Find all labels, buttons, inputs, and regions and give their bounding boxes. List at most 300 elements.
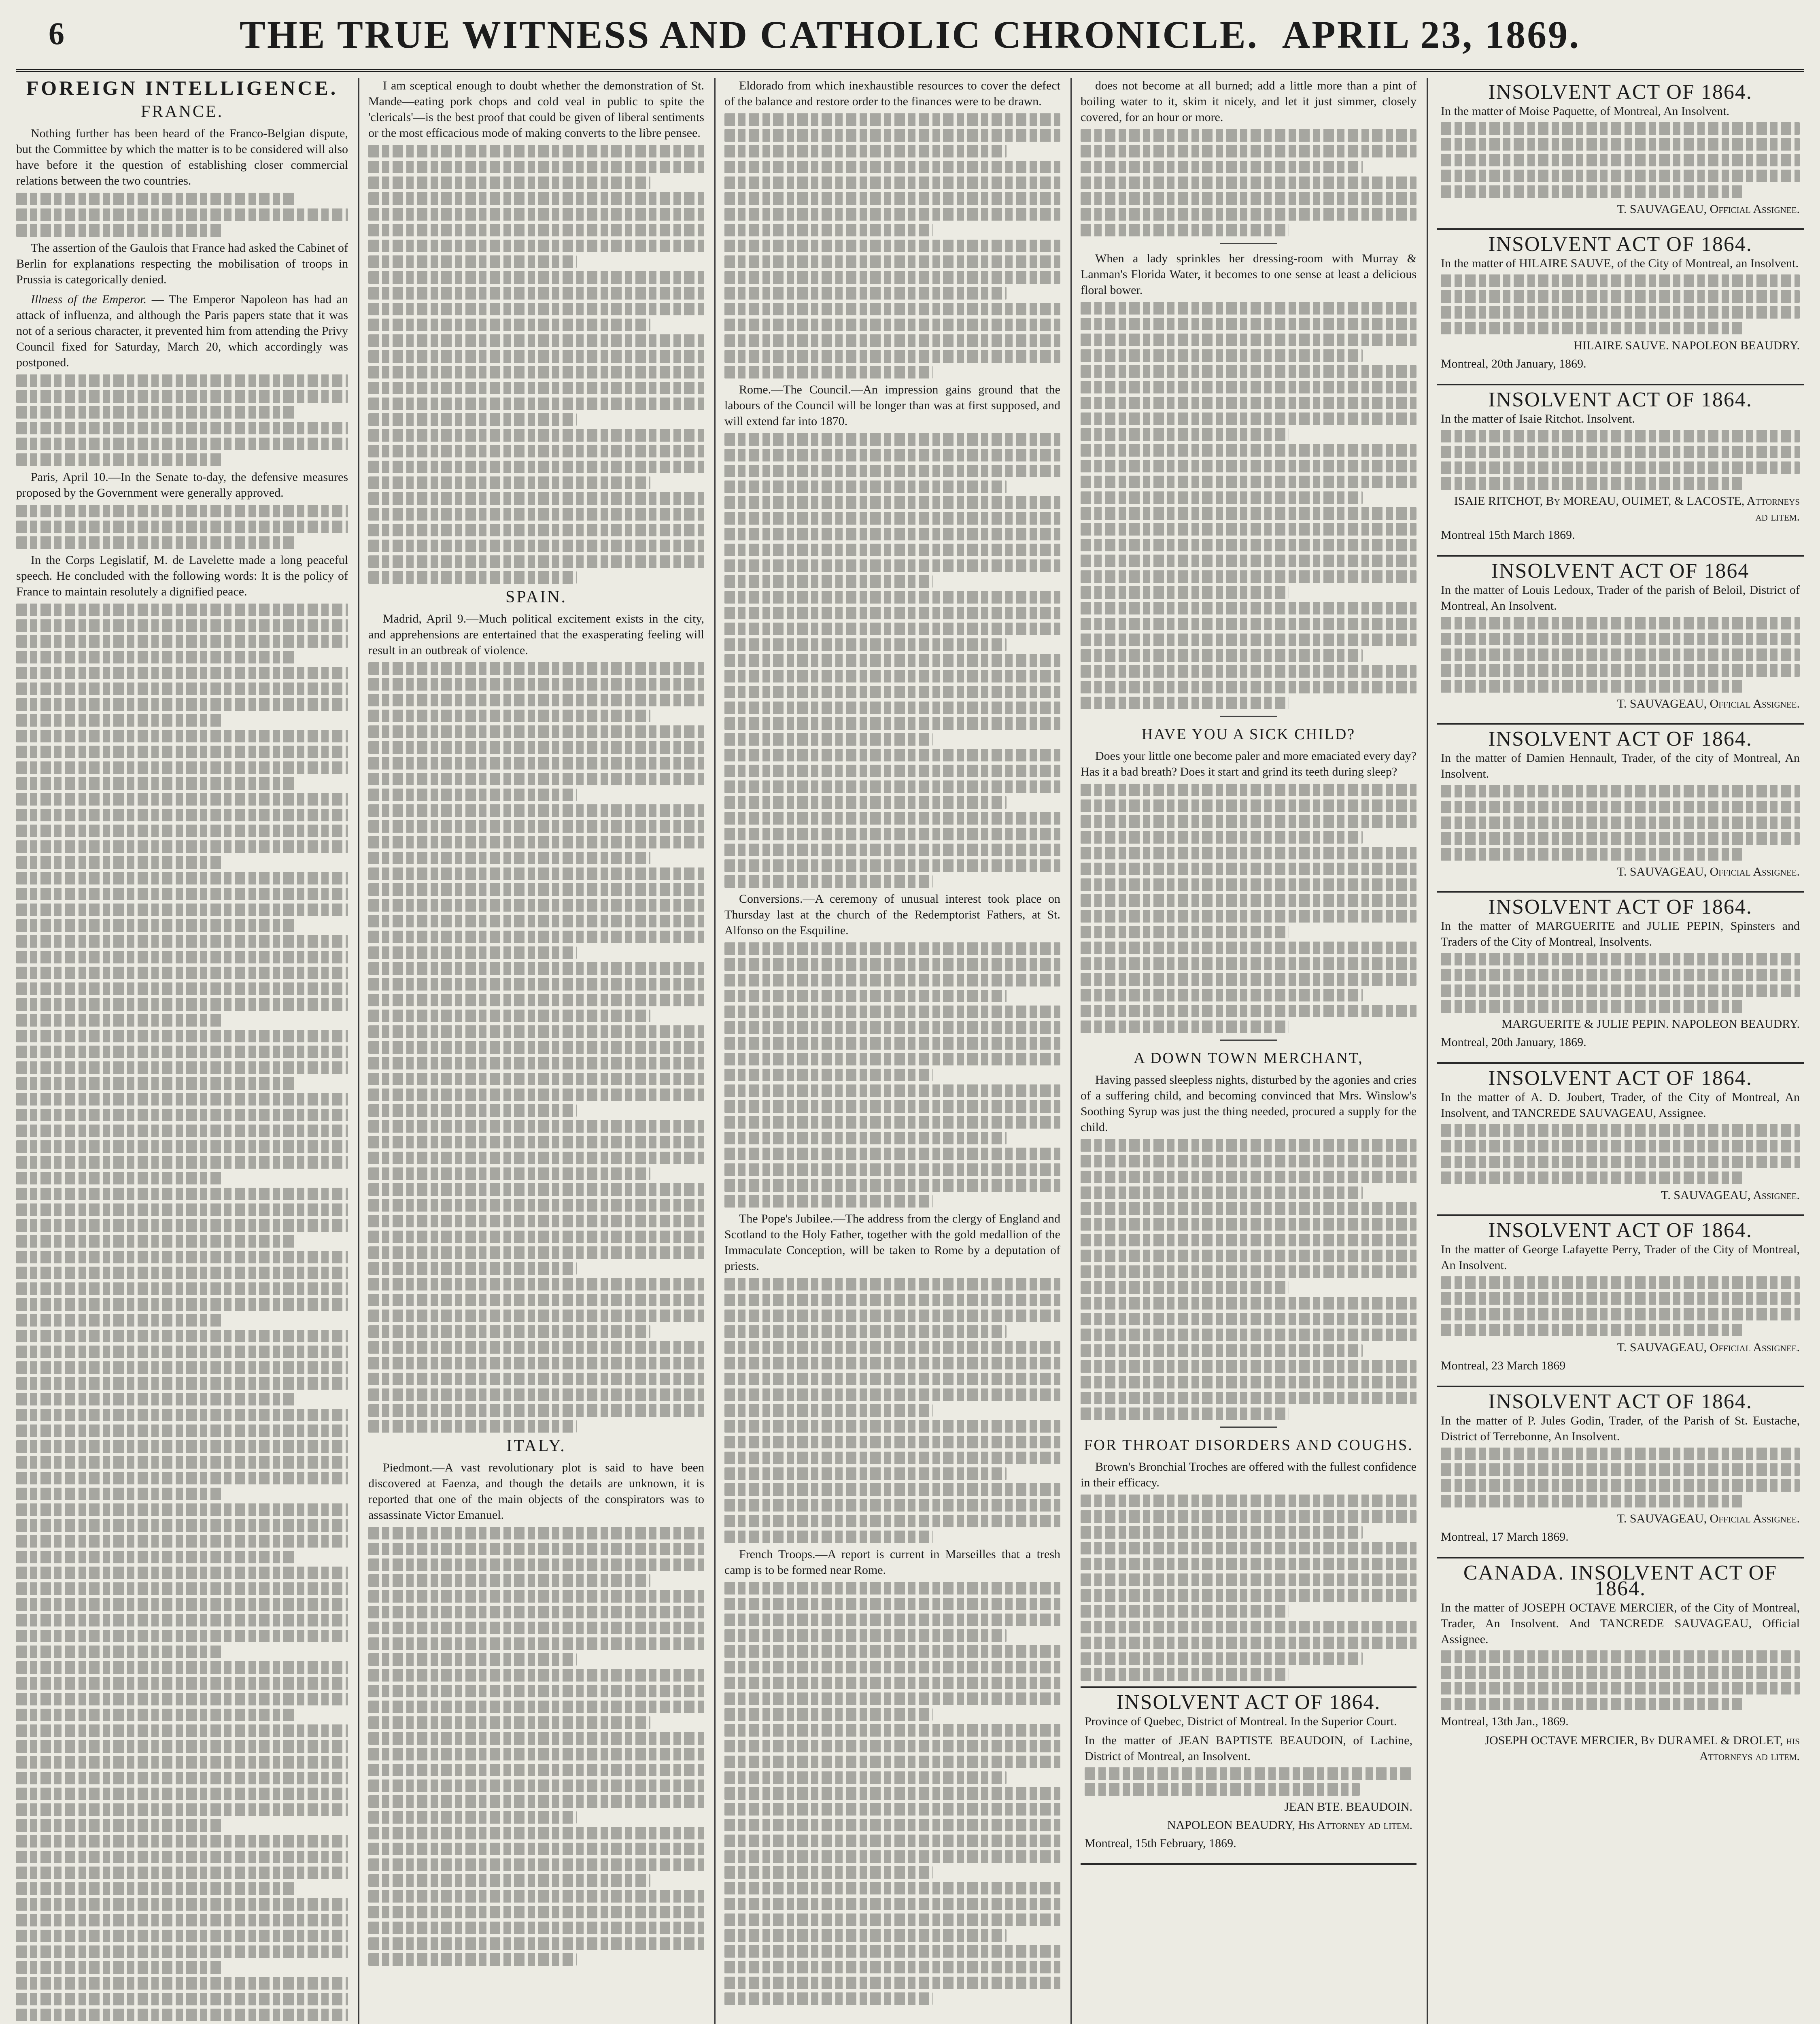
text-line	[1081, 618, 1416, 630]
text-line	[724, 1069, 933, 1081]
text-line	[16, 935, 348, 948]
text-line	[724, 1483, 1060, 1496]
text-line	[368, 710, 650, 722]
text-line	[1441, 816, 1800, 829]
text-line	[368, 899, 704, 912]
text-line	[16, 1314, 222, 1327]
text-line	[368, 1527, 704, 1539]
text-line	[16, 809, 348, 821]
text-line	[1441, 1276, 1800, 1289]
text-line	[368, 224, 704, 236]
text-line	[368, 820, 704, 833]
text-line	[724, 255, 1060, 268]
text-line	[368, 1858, 704, 1871]
notice-title: INSOLVENT ACT OF 1864.	[1488, 1219, 1752, 1242]
country-heading: ITALY.	[506, 1437, 566, 1455]
text-line	[1081, 957, 1416, 970]
text-line	[1441, 969, 1800, 981]
text-line	[16, 1440, 348, 1453]
notice-signature: JOSEPH OCTAVE MERCIER, By DURAMEL & DROLET, his Attorneys ad litem.	[1484, 1734, 1800, 1763]
text-line	[724, 1724, 1060, 1737]
text-line	[1081, 1250, 1416, 1262]
text-line	[724, 1436, 1060, 1448]
text-line	[368, 1558, 704, 1571]
text-line	[1081, 129, 1416, 142]
text-line	[1081, 1360, 1416, 1373]
text-line	[1081, 1526, 1363, 1539]
text-line	[1081, 1218, 1416, 1231]
text-line	[724, 496, 1060, 509]
text-line	[724, 749, 1060, 761]
text-line	[16, 208, 348, 221]
text-line	[368, 319, 650, 331]
text-line	[16, 1582, 348, 1595]
text-line	[1441, 1479, 1800, 1492]
text-line	[1081, 224, 1289, 236]
text-line	[724, 623, 1060, 635]
text-line	[724, 990, 1007, 1002]
text-line	[368, 1388, 704, 1401]
notice-title: INSOLVENT ACT OF 1864.	[1488, 233, 1752, 256]
text-line	[724, 1341, 1060, 1354]
text-line	[724, 1787, 1060, 1800]
text-line	[368, 1057, 704, 1069]
text-line	[724, 1163, 1060, 1176]
text-line	[368, 1953, 577, 1966]
insolvent-notice	[1437, 385, 1804, 557]
text-line	[1081, 1652, 1363, 1665]
text-line	[1081, 1297, 1416, 1310]
country-heading: SPAIN.	[505, 588, 567, 606]
notice-date: Montreal, 15th February, 1869.	[1085, 1837, 1236, 1850]
text-line	[16, 1835, 348, 1848]
separator	[1220, 716, 1277, 717]
paragraph: When a lady sprinkles her dressing-room with Murray & Lanman's Florida Water, it becomes to one sense at least a delicious floral bower.	[1081, 252, 1416, 297]
text-line	[1081, 381, 1416, 393]
text-line	[368, 1420, 577, 1433]
text-line	[724, 812, 1060, 825]
text-line	[16, 746, 348, 758]
text-line	[16, 374, 348, 387]
text-line	[1081, 1407, 1289, 1420]
text-line	[724, 1294, 1060, 1306]
text-line	[16, 1267, 348, 1279]
text-line	[724, 1598, 1060, 1610]
text-line	[1081, 1558, 1416, 1570]
ad-heading: HAVE YOU A SICK CHILD?	[1141, 726, 1356, 743]
text-line	[368, 508, 704, 521]
notice-date: Montreal 15th March 1869.	[1441, 528, 1575, 542]
text-line	[16, 1061, 348, 1074]
text-line	[1081, 349, 1363, 362]
text-line	[724, 942, 1060, 955]
text-line	[1441, 1308, 1800, 1320]
text-line	[1441, 170, 1800, 182]
text-line	[1441, 154, 1800, 166]
text-line	[724, 1661, 1060, 1673]
text-line	[368, 1811, 577, 1824]
text-line	[368, 271, 704, 284]
text-line	[724, 334, 1060, 347]
text-line	[1081, 1234, 1416, 1246]
notice-title: CANADA. INSOLVENT ACT OF 1864.	[1463, 1561, 1778, 1600]
text-line	[724, 240, 1060, 252]
text-line	[368, 662, 704, 675]
text-line	[724, 559, 1060, 572]
paragraph: Paris, April 10.—In the Senate to-day, the defensive measures proposed by the Government were generally approved.	[16, 470, 348, 500]
text-line	[16, 422, 348, 434]
text-line	[368, 492, 704, 505]
text-line	[724, 1132, 1007, 1144]
text-line	[724, 1929, 1007, 1942]
text-line	[1081, 302, 1416, 315]
notice-signature: T. SAUVAGEAU, Official Assignee.	[1617, 697, 1800, 710]
text-line	[16, 982, 348, 995]
column-advertisements	[1081, 78, 1416, 2024]
text-line	[368, 1294, 704, 1306]
text-line	[368, 413, 577, 426]
text-line	[1081, 847, 1416, 859]
text-line	[724, 1677, 1060, 1689]
notice-title: INSOLVENT ACT OF 1864.	[1488, 895, 1752, 918]
text-line	[16, 1409, 348, 1421]
text-line	[16, 904, 348, 916]
text-line	[16, 635, 348, 648]
text-line	[368, 1152, 704, 1164]
text-line	[368, 946, 577, 959]
text-line	[368, 1937, 704, 1950]
insolvent-notice	[1437, 893, 1804, 1064]
text-line	[724, 607, 1060, 619]
text-line	[1081, 681, 1416, 693]
text-line	[1081, 815, 1416, 828]
text-line	[1081, 665, 1416, 678]
text-line	[16, 714, 222, 727]
text-line	[1441, 122, 1800, 135]
notice-matter: In the matter of P. Jules Godin, Trader, of the Parish of St. Eustache, District of Terrebonne, An Insolvent.	[1441, 1414, 1800, 1443]
paragraph: I am sceptical enough to doubt whether the demonstration of St. Mande—eating pork chops and cold veal in public to spite the 'clericals'—is the best proof that could be given of liberal sentiments or the most efficacious mode of making converts to the libre pensee.	[368, 79, 704, 140]
text-line	[1081, 1589, 1416, 1602]
text-line	[16, 1046, 348, 1058]
text-line	[1081, 208, 1416, 221]
text-line	[368, 1780, 704, 1792]
text-line	[1441, 461, 1800, 474]
notice-matter: In the matter of MARGUERITE and JULIE PEPIN, Spinsters and Traders of the City of Montreal, Insolvents.	[1441, 919, 1800, 948]
text-line	[16, 1519, 348, 1532]
text-line	[368, 176, 650, 189]
insolvent-notice	[1437, 1558, 1804, 1775]
text-line	[724, 1614, 1060, 1626]
text-line	[368, 852, 650, 864]
text-line	[724, 1278, 1060, 1291]
notice-signature: HILAIRE SAUVE. NAPOLEON BEAUDRY.	[1574, 339, 1800, 352]
ad-heading: FOR THROAT DISORDERS AND COUGHS.	[1084, 1437, 1413, 1454]
text-line	[724, 145, 1007, 157]
text-line	[368, 1136, 704, 1148]
text-line	[368, 287, 704, 300]
text-line	[16, 2009, 348, 2021]
paragraph: Nothing further has been heard of the Franco-Belgian dispute, but the Committee by which the matter is to be considered will also have before it the question of establishing closer commercial relations between the two countries.	[16, 127, 348, 187]
text-line	[1441, 306, 1800, 319]
text-line	[16, 1945, 348, 1958]
text-line	[368, 1341, 704, 1354]
text-line	[368, 1041, 704, 1054]
text-line	[368, 1373, 704, 1385]
text-line	[1081, 161, 1363, 173]
text-line	[724, 1357, 1060, 1369]
text-line	[16, 1156, 348, 1169]
column-rome	[724, 78, 1060, 2024]
insolvent-notice	[1437, 1216, 1804, 1387]
text-line	[16, 1188, 348, 1200]
text-line	[16, 1930, 348, 1942]
text-line	[1441, 680, 1742, 693]
text-line	[16, 1898, 348, 1911]
text-line	[368, 836, 704, 848]
text-line	[16, 1646, 222, 1658]
text-line	[368, 931, 704, 943]
notice-signature: JEAN BTE. BEAUDOIN.	[1284, 1800, 1412, 1814]
text-line	[368, 962, 704, 975]
text-line	[16, 224, 222, 237]
text-line	[16, 1961, 222, 1974]
text-line	[1081, 697, 1289, 709]
text-line	[368, 773, 704, 785]
text-line	[1441, 446, 1800, 458]
text-line	[724, 1531, 933, 1543]
text-line	[724, 733, 933, 746]
text-line	[1441, 633, 1800, 645]
text-line	[368, 208, 704, 221]
notice-title: INSOLVENT ACT OF 1864.	[1488, 1390, 1752, 1413]
notice-matter: In the matter of Isaie Ritchot. Insolvent.	[1441, 412, 1635, 425]
text-line	[1441, 1324, 1742, 1336]
text-line	[368, 1104, 577, 1117]
paragraph: In the Corps Legislatif, M. de Lavelette made a long peaceful speech. He concluded with the following words: It is the policy of France to maintain resolutely a dignified peace.	[16, 553, 348, 598]
text-line	[724, 512, 1060, 525]
text-line	[1441, 1124, 1800, 1137]
text-line	[368, 1716, 650, 1729]
text-line	[368, 1890, 704, 1903]
insolvent-notice	[1437, 725, 1804, 893]
text-line	[368, 1669, 704, 1682]
text-line	[368, 1606, 704, 1618]
notice-matter: In the matter of Louis Ledoux, Trader of the parish of Beloil, District of Montreal, An Insolvent.	[1441, 583, 1800, 612]
text-line	[16, 761, 348, 774]
text-line	[724, 670, 1060, 682]
text-line	[368, 1278, 704, 1291]
paragraph: Does your little one become paler and more emaciated every day? Has it a bad breath? Does it start and grind its teeth during sleep?	[1081, 749, 1416, 778]
text-line	[1081, 1605, 1289, 1618]
text-line	[724, 575, 933, 588]
text-line	[724, 1740, 1060, 1752]
notice-matter: In the matter of HILAIRE SAUVE, of the City of Montreal, an Insolvent.	[1441, 257, 1799, 270]
text-line	[724, 765, 1060, 777]
text-line	[368, 1246, 704, 1259]
text-line	[16, 1298, 348, 1311]
text-line	[16, 919, 295, 932]
text-line	[1081, 894, 1416, 907]
text-line	[16, 438, 348, 450]
separator	[1220, 1427, 1277, 1428]
text-line	[16, 1882, 295, 1895]
text-line	[1081, 942, 1416, 954]
text-line	[368, 524, 704, 536]
separator	[1220, 243, 1277, 244]
text-line	[724, 1310, 1060, 1322]
text-line	[1081, 1329, 1416, 1341]
text-line	[368, 350, 704, 363]
text-line	[1081, 1510, 1416, 1523]
text-line	[368, 1120, 704, 1133]
country-heading: FRANCE.	[140, 102, 224, 121]
text-line	[16, 1724, 348, 1737]
text-line	[724, 591, 1060, 604]
paragraph	[16, 291, 348, 370]
text-line	[724, 1084, 1060, 1097]
text-line	[16, 1251, 348, 1263]
text-line	[1081, 570, 1416, 583]
paragraph: The assertion of the Gaulois that France had asked the Cabinet of Berlin for explanations respecting the mobilisation of troops in Prussia is categorically denied.	[16, 241, 348, 286]
text-line	[1441, 953, 1800, 965]
text-line	[368, 540, 704, 552]
text-line	[368, 1764, 704, 1776]
text-line	[724, 113, 1060, 126]
paragraph: The Pope's Jubilee.—The address from the clergy of England and Scotland to the Holy Father, together with the gold medallion of the Immaculate Conception, will be taken to Rome by a deputation of priests.	[724, 1212, 1060, 1273]
text-line	[1441, 617, 1800, 629]
text-line	[368, 1215, 704, 1227]
text-line	[368, 1732, 704, 1745]
text-line	[724, 1195, 933, 1208]
text-line	[368, 429, 704, 442]
text-line	[1081, 1376, 1416, 1388]
text-line	[1081, 1202, 1416, 1215]
text-line	[1081, 491, 1363, 504]
text-line	[1081, 863, 1416, 875]
text-line	[724, 1467, 1007, 1480]
column-spain-italy	[368, 78, 704, 2024]
text-line	[368, 804, 704, 817]
text-line	[724, 1850, 1060, 1863]
newspaper-page	[16, 8, 1804, 2024]
text-line	[368, 1073, 704, 1085]
text-line	[724, 974, 1060, 986]
text-line	[724, 271, 1060, 284]
text-line	[1081, 1637, 1416, 1649]
text-line	[16, 777, 295, 790]
text-line	[724, 544, 1060, 556]
text-line	[724, 1961, 1060, 1973]
text-line	[16, 1914, 348, 1926]
text-line	[16, 1709, 295, 1721]
page-header	[16, 8, 1804, 72]
text-line	[368, 1590, 704, 1603]
paragraph: Rome.—The Council.—An impression gains ground that the labours of the Council will be longer than was at first supposed, and will extend far into 1870.	[724, 383, 1060, 428]
insolvent-notice	[1437, 1387, 1804, 1558]
text-line	[368, 1906, 704, 1918]
page-number: 6	[49, 16, 64, 51]
text-line	[16, 1661, 348, 1674]
text-line	[368, 382, 704, 394]
text-line	[16, 698, 348, 711]
text-line	[368, 1637, 704, 1650]
text-line	[16, 793, 348, 806]
text-line	[1441, 1666, 1800, 1679]
text-line	[724, 844, 1060, 856]
text-line	[16, 1472, 348, 1484]
text-line	[368, 1827, 704, 1839]
masthead	[16, 12, 1804, 57]
text-line	[368, 145, 704, 157]
text-line	[16, 1393, 295, 1405]
text-line	[724, 1388, 1060, 1401]
text-line	[1441, 477, 1742, 490]
text-line	[368, 1310, 704, 1322]
text-line	[724, 319, 1060, 331]
text-line	[724, 1452, 1060, 1464]
text-line	[724, 1116, 1060, 1129]
text-line	[724, 480, 1007, 493]
text-line	[724, 1404, 933, 1417]
text-line	[1081, 1344, 1363, 1357]
text-line	[368, 1262, 577, 1275]
column-foreign-intelligence	[16, 78, 348, 2024]
text-line	[1441, 1171, 1742, 1184]
text-line	[16, 406, 295, 419]
separator	[1220, 1040, 1277, 1041]
notice-matter: In the matter of Moise Paquette, of Montreal, An Insolvent.	[1441, 104, 1730, 118]
text-line	[1081, 799, 1416, 812]
paragraph: Eldorado from which inexhaustible resources to cover the defect of the balance and restore order to the finances were to be drawn.	[724, 79, 1060, 108]
text-line	[724, 161, 1060, 173]
text-line	[724, 1866, 933, 1879]
text-line	[368, 1089, 704, 1101]
text-line	[1441, 1292, 1800, 1305]
text-line	[724, 433, 1060, 446]
text-line	[724, 859, 1060, 872]
notice-matter: In the matter of A. D. Joubert, Trader, of the City of Montreal, An Insolvent, and TANCREDE SAUVAGEAU, Assignee.	[1441, 1091, 1800, 1120]
text-line	[16, 1993, 348, 2005]
notice-date: Montreal, 13th Jan., 1869.	[1441, 1715, 1569, 1728]
notice-signature: ISAIE RITCHOT, By MOREAU, OUIMET, & LACOSTE, Attorneys ad litem.	[1454, 494, 1800, 523]
text-line	[724, 1179, 1060, 1192]
text-line	[16, 667, 348, 679]
text-line	[1441, 1448, 1800, 1460]
text-line	[724, 1037, 1060, 1050]
text-line	[724, 1819, 1060, 1831]
text-line	[724, 717, 1060, 730]
text-line	[724, 1882, 1060, 1894]
text-line	[16, 682, 348, 695]
text-line	[724, 958, 1060, 971]
text-line	[368, 1685, 704, 1697]
text-line	[16, 1803, 348, 1816]
text-line	[368, 1010, 650, 1022]
text-line	[1081, 397, 1416, 409]
text-line	[16, 1535, 348, 1548]
text-line	[16, 1424, 348, 1437]
text-line	[724, 1835, 1060, 1847]
text-line	[368, 1874, 650, 1887]
masthead-title: THE TRUE WITNESS AND CATHOLIC CHRONICLE.	[239, 13, 1259, 56]
text-line	[16, 536, 295, 549]
text-line	[1081, 460, 1416, 472]
notice-attorney: NAPOLEON BEAUDRY, His Attorney ad litem.	[1167, 1818, 1412, 1832]
text-line	[368, 1843, 704, 1855]
text-line	[1081, 539, 1416, 551]
text-line	[368, 1325, 650, 1338]
text-line	[16, 1235, 295, 1248]
